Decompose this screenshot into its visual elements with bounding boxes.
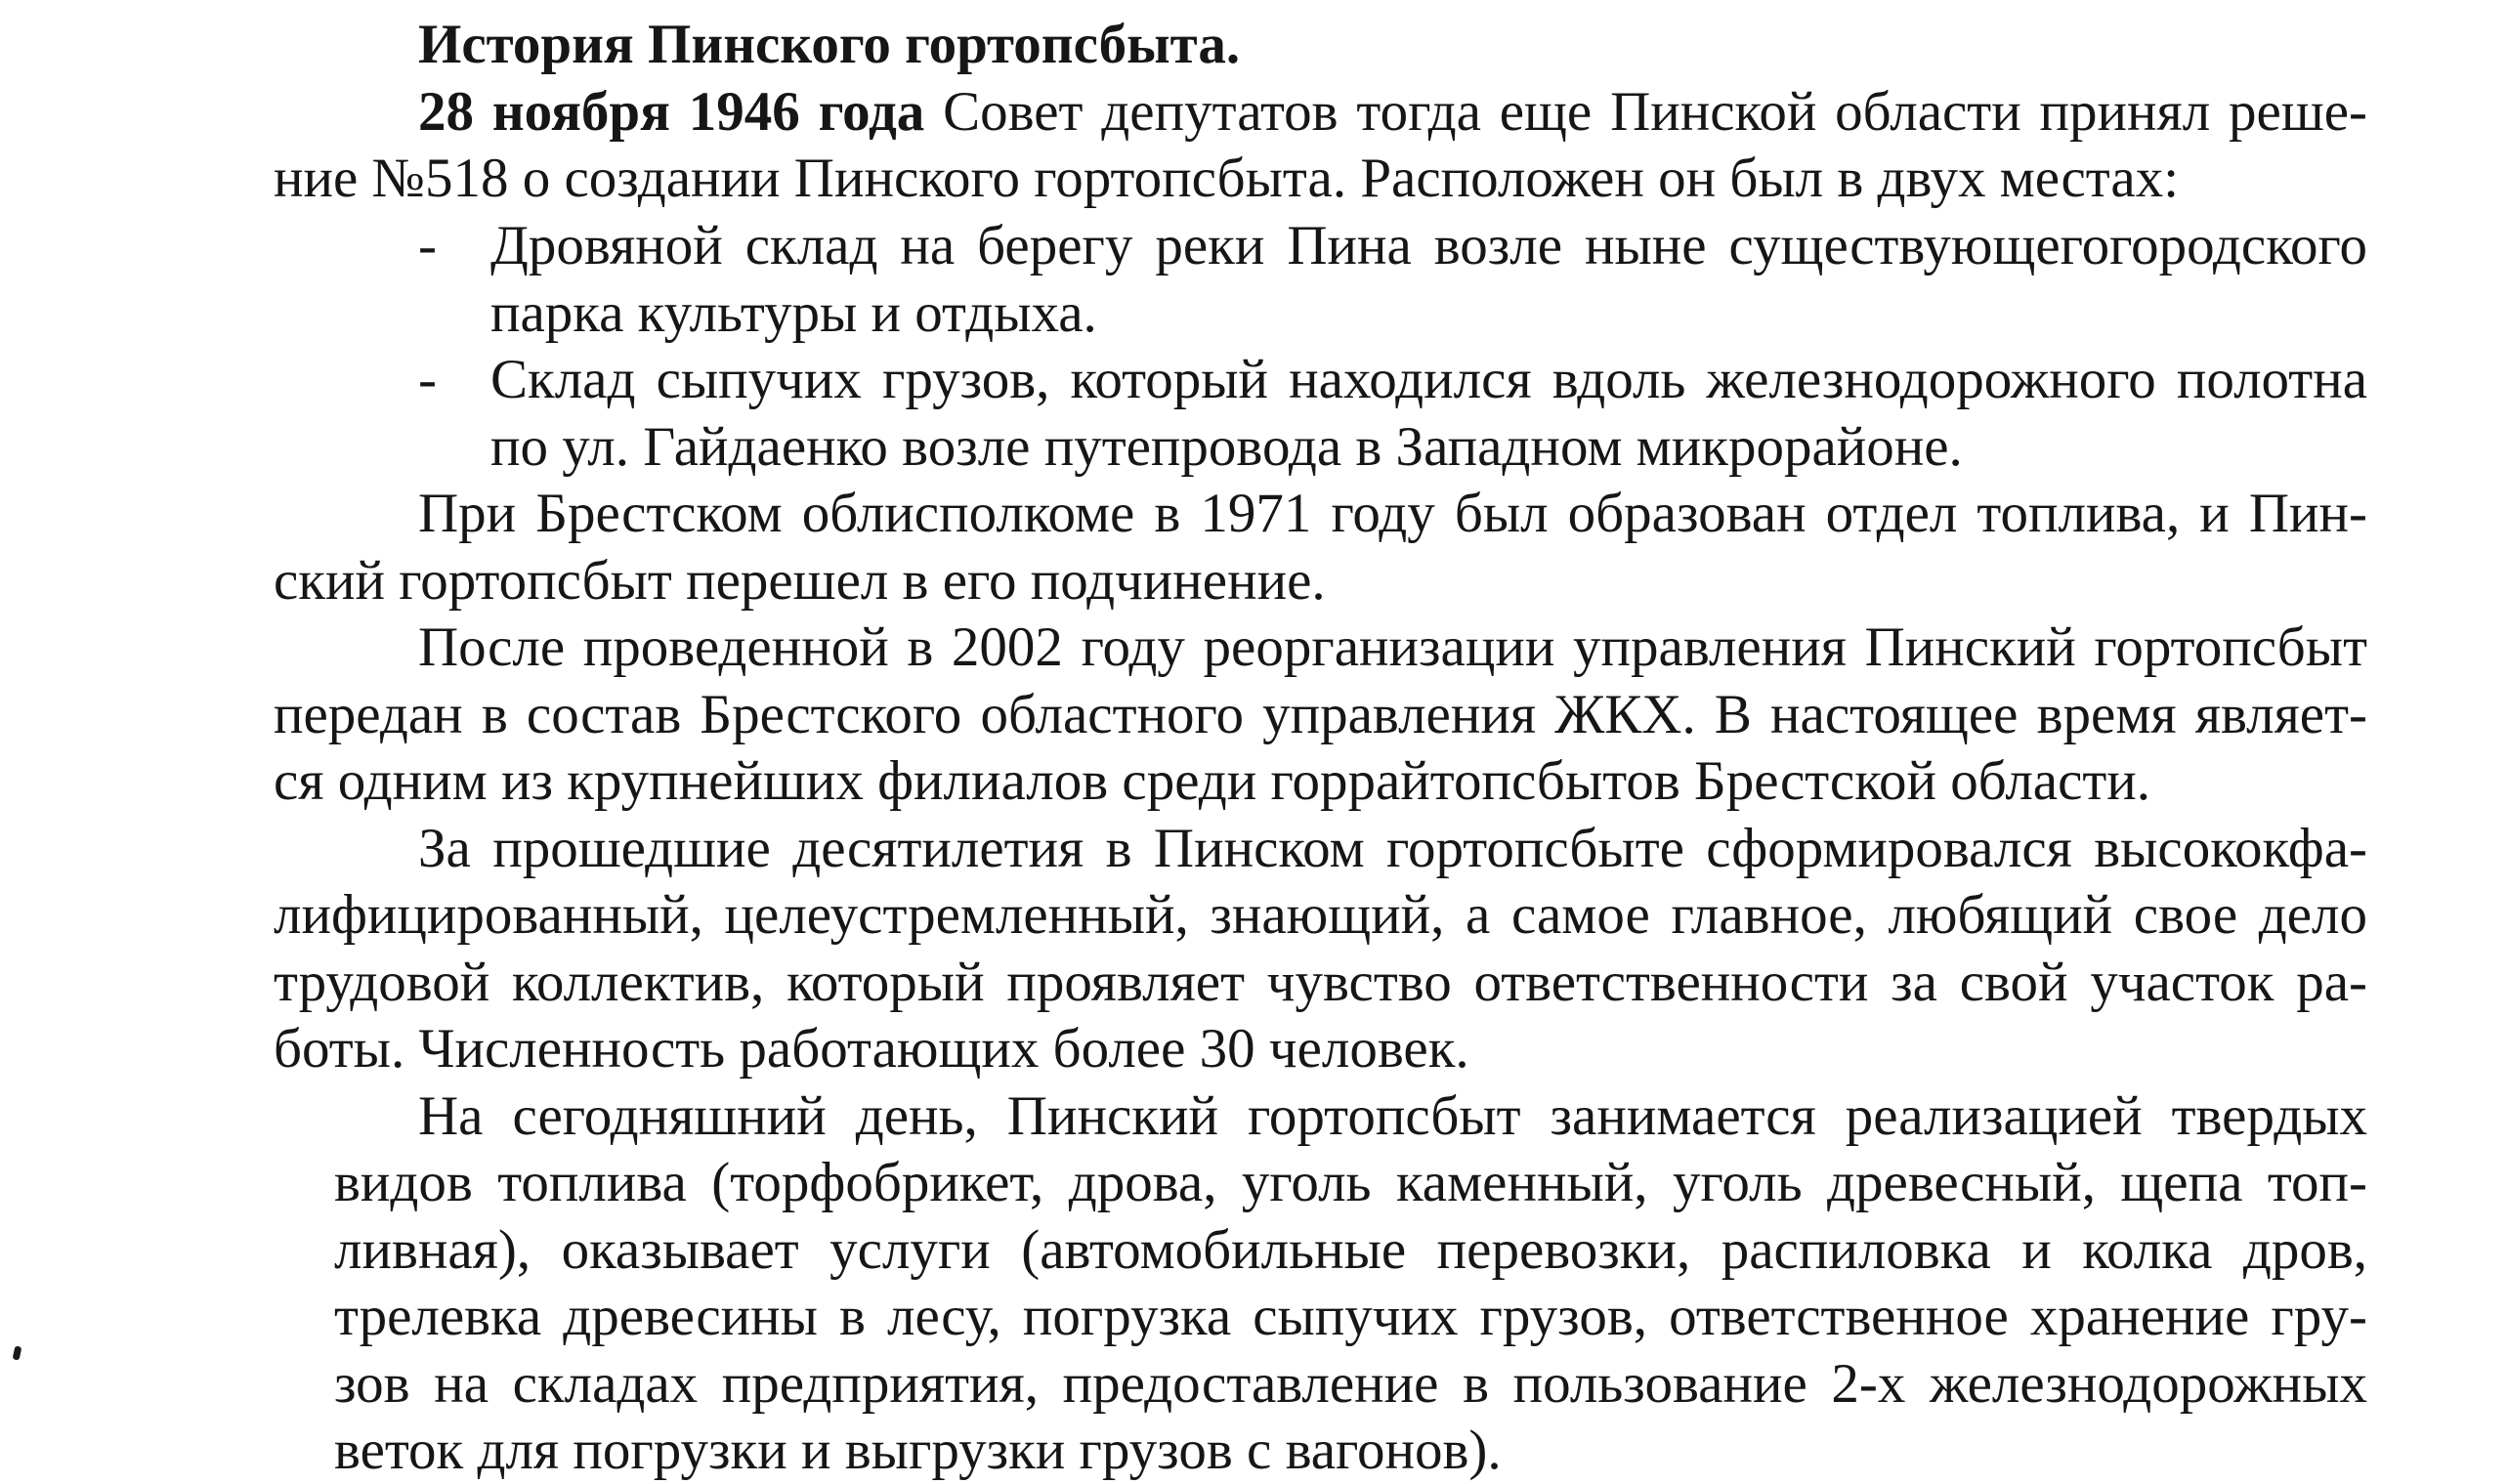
paragraph-5-line-3: ливная), оказывает услуги (автомобильные перевозки, распиловка и колка дров, — [334, 1219, 2367, 1281]
paragraph-5-line-2: видов топлива (торфобрикет, дрова, уголь каменный, уголь древесный, щепа топ- — [334, 1152, 2367, 1213]
paragraph-4-line-3: трудовой коллектив, который проявляет чувство ответственности за свой участок ра- — [274, 952, 2367, 1013]
paragraph-5-line-5: зов на складах предприятия, предоставление в пользование 2-х железнодорожных — [334, 1353, 2367, 1415]
scan-speck — [13, 1345, 22, 1360]
paragraph-4-line-4: боты. Численность работающих более 30 человек. — [274, 1018, 1469, 1080]
paragraph-2-line-1: При Брестском облисполкоме в 1971 году был образован отдел топлива, и Пин- — [418, 483, 2367, 544]
cropped-previous-line — [371, 0, 2325, 4]
paragraph-3-line-1: После проведенной в 2002 году реорганизации управления Пинский гортопсбыт — [418, 616, 2367, 678]
paragraph-5-line-1: На сегодняшний день, Пинский гортопсбыт занимается реализацией твердых — [418, 1085, 2367, 1147]
list-item-2-line-2: по ул. Гайдаенко возле путепровода в Западном микрорайоне. — [490, 416, 1963, 478]
list-item-1-line-2: парка культуры и отдыха. — [490, 282, 1097, 344]
paragraph-5-line-4: трелевка древесины в лесу, погрузка сыпучих грузов, ответственное хранение гру- — [334, 1286, 2367, 1347]
list-marker: - — [418, 349, 437, 410]
paragraph-4-line-2: лифицированный, целеустремленный, знающий, а самое главное, любящий свое дело — [274, 884, 2367, 946]
list-item-1-line-1: Дровяной склад на берегу реки Пина возле ныне существующегогородского — [490, 215, 2367, 276]
list-marker: - — [418, 215, 437, 276]
paragraph-1-line-1 — [418, 79, 2367, 146]
list-item-2-line-1: Склад сыпучих грузов, который находился вдоль железнодорожного полотна — [490, 349, 2367, 410]
paragraph-3-line-3: ся одним из крупнейших филиалов среди горрайтопсбытов Брестской области. — [274, 750, 2151, 812]
paragraph-3-line-2: передан в состав Брестского областного управления ЖКХ. В настоящее время являет- — [274, 684, 2367, 745]
paragraph-5-line-6: веток для погрузки и выгрузки грузов с вагонов). — [334, 1420, 1502, 1481]
paragraph-1-date: 28 ноября 1946 года — [418, 81, 925, 143]
paragraph-1-line-1-text: Совет депутатов тогда еще Пинской области принял реше- — [943, 81, 2367, 143]
document-title: История Пинского гортопсбыта. — [418, 14, 1241, 75]
paragraph-1-line-2: ние №518 о создании Пинского гортопсбыта. Расположен он был в двух местах: — [274, 148, 2180, 209]
paragraph-4-line-1: За прошедшие десятилетия в Пинском гортопсбыте сформировался высококфа- — [418, 818, 2367, 879]
paragraph-2-line-2: ский гортопсбыт перешел в его подчинение. — [274, 550, 1326, 612]
